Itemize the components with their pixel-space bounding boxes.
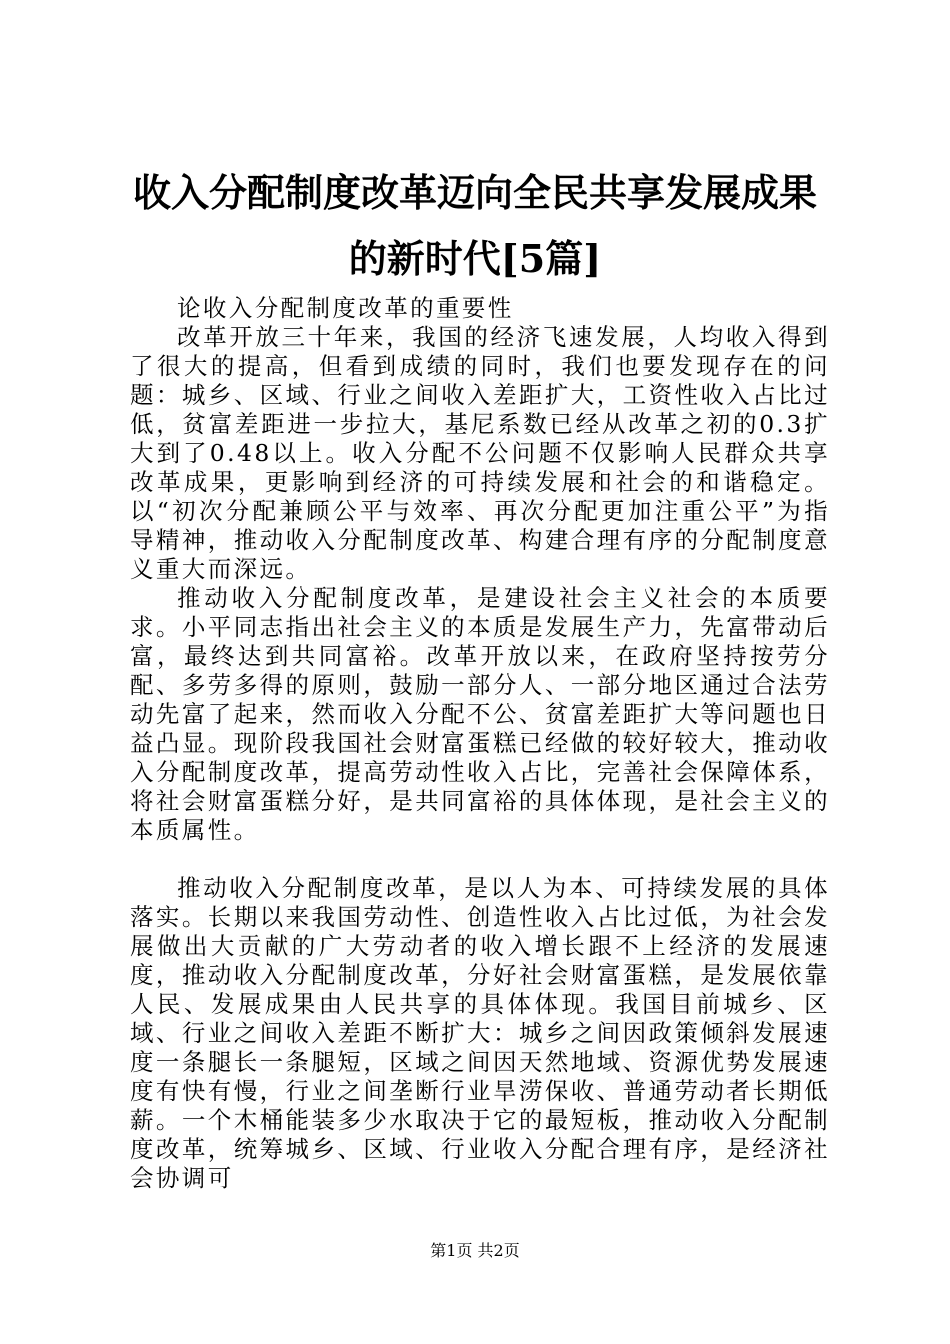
page-footer: 第1页 共2页 [430,1241,520,1260]
body-paragraph: 推动收入分配制度改革，是建设社会主义社会的本质要求。小平同志指出社会主义的本质是发展生产力，先富带动后富，最终达到共同富裕。改革开放以来，在政府坚持按劳分配、多劳多得的原则，鼓励一部分人、一部分地区通过合法劳动先富了起来，然而收入分配不公、贫富差距扩大等问题也日益凸显。现阶段我国社会财富蛋糕已经做的较好较大，推动收入分配制度改革，提高劳动性收入占比，完善社会保障体系，将社会财富蛋糕分好，是共同富裕的具体体现，是社会主义的本质属性。 [130,584,830,844]
body-paragraph: 改革开放三十年来，我国的经济飞速发展，人均收入得到了很大的提高，但看到成绩的同时，我们也要发现存在的问题：城乡、区域、行业之间收入差距扩大，工资性收入占比过低，贫富差距进一步拉大，基尼系数已经从改革之初的0.3扩大到了0.48以上。收入分配不公问题不仅影响人民群众共享改革成果，更影响到经济的可持续发展和社会的和谐稳定。以“初次分配兼顾公平与效率、再次分配更加注重公平”为指导精神，推动收入分配制度改革、构建合理有序的分配制度意义重大而深远。 [130,323,830,583]
document-title: 收入分配制度改革迈向全民共享发展成果的新时代[5篇] [132,170,817,281]
body-paragraph: 推动收入分配制度改革，是以人为本、可持续发展的具体落实。长期以来我国劳动性、创造性收入占比过低，为社会发展做出大贡献的广大劳动者的收入增长跟不上经济的发展速度，推动收入分配制度改革，分好社会财富蛋糕，是发展依靠人民、发展成果由人民共享的具体体现。我国目前城乡、区域、行业之间收入差距不断扩大：城乡之间因政策倾斜发展速度一条腿长一条腿短，区域之间因天然地域、资源优势发展速度有快有慢，行业之间垄断行业旱涝保收、普通劳动者长期低薪。一个木桶能装多少水取决于它的最短板，推动收入分配制度改革，统筹城乡、区域、行业收入分配合理有序，是经济社会协调可 [130,874,830,1192]
section-subtitle: 论收入分配制度改革的重要性 [177,294,514,322]
document-body [130,294,830,1193]
